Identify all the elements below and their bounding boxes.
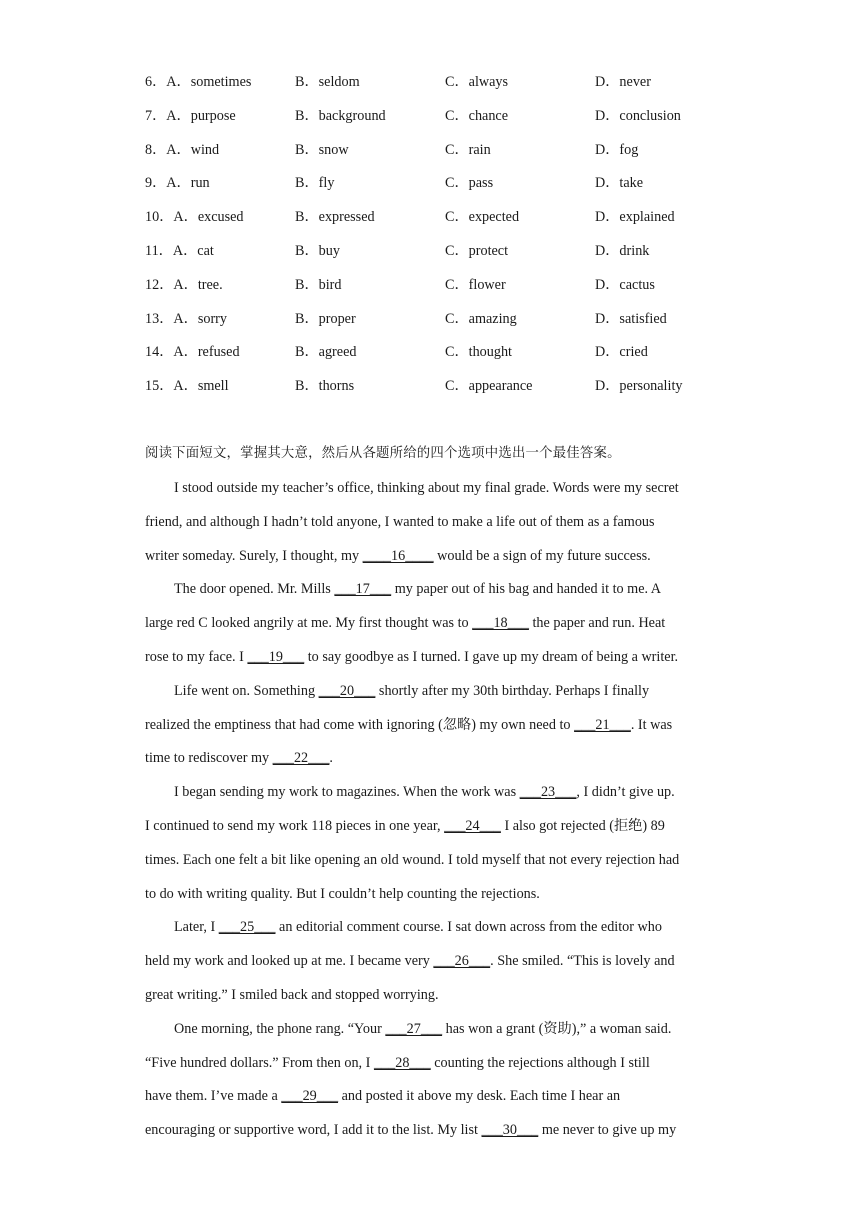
option-c: C．expected [445,209,520,226]
option-c: C．flower [445,276,506,293]
passage-text: my paper out of his bag and handed it to me. A [391,581,662,598]
option-a [145,66,295,100]
passage-text: realized the emptiness that had come with ignoring (忽略) my own need to [145,716,575,733]
question-number: 11． [145,242,173,259]
passage-text: shortly after my 30th birthday. Perhaps I finally [375,682,650,699]
option-row [145,303,745,337]
passage-text: great writing.” I smiled back and stopped worrying. [145,986,439,1003]
passage-text: have them. I’ve made a [145,1088,282,1105]
option-d: D．conclusion [595,107,681,124]
option-a-text: A．excused [173,209,244,226]
question-number: 10． [145,209,174,226]
passage-text: Life went on. Something [174,682,319,699]
answer-blank: ___20___ [318,682,376,699]
option-b: B．thorns [295,378,355,395]
option-c: C．chance [445,107,509,124]
option-a [145,235,295,269]
passage-text: to say goodbye as I turned. I gave up my dream of being a writer. [304,648,679,665]
passage-text: Later, I [174,919,219,936]
passage-text: encouraging or supportive word, I add it to the list. My list [145,1122,482,1139]
section-instruction: 阅读下面短文，掌握其大意，然后从各题所给的四个选项中选出一个最佳答案。 [145,446,621,461]
answer-blank: ___18___ [472,615,529,632]
answer-blank: ___21___ [574,716,631,733]
option-a-text: A．smell [173,378,229,395]
passage-text: . She smiled. “This is lovely and [490,953,675,970]
passage-text: has won a grant (资助),” a woman said. [442,1020,672,1037]
passage-text: time to rediscover my [145,750,273,767]
passage-text: I continued to send my work 118 pieces in one year, [145,817,445,834]
option-row [145,100,745,134]
option-c: C．rain [445,141,491,158]
answer-blank: ___29___ [281,1088,339,1105]
passage-line [145,1047,720,1081]
passage-text: the paper and run. Heat [528,615,666,632]
answer-blank: ___30___ [481,1122,539,1139]
option-d: D．take [595,175,644,192]
option-a-text: A．purpose [166,107,236,124]
passage-line [145,641,720,675]
option-d: D．never [595,74,651,90]
passage-text: I stood outside my teacher’s office, thinking about my final grade. Words were my secret [174,480,679,496]
option-c: C．pass [445,175,494,192]
passage-text: held my work and looked up at me. I became very [145,953,434,970]
passage-line [145,810,720,844]
option-a [145,134,295,168]
passage-line [145,607,720,641]
question-number: 6． [145,74,167,90]
option-c: C．thought [445,344,513,361]
question-number: 12． [145,276,174,293]
option-d: D．drink [595,242,650,259]
option-b: B．background [295,107,386,124]
passage-line [145,1114,720,1148]
option-d: D．explained [595,209,675,226]
passage-line [145,1080,720,1114]
option-c: C．appearance [445,378,533,395]
passage-text: large red C looked angrily at me. My first thought was to [145,615,473,632]
passage-text: . It was [630,716,673,733]
answer-options [145,66,745,404]
option-a-text: A．run [166,175,210,192]
answer-blank: ___22___ [272,750,330,767]
option-d: D．cried [595,344,648,361]
passage-line [145,506,720,540]
passage-text: writer someday. Surely, I thought, my [145,547,363,564]
passage-text: me never to give up my [538,1122,677,1139]
passage-text: The door opened. Mr. Mills [174,581,335,598]
option-a [145,303,295,337]
passage-text: . [329,750,333,767]
answer-blank: ____16____ [362,547,434,564]
question-number: 14． [145,344,174,361]
answer-blank: ___25___ [218,919,276,936]
question-number: 9． [145,175,167,192]
option-a-text: A．wind [166,141,220,158]
option-b: B．buy [295,242,340,259]
option-a-text: A．sorry [173,310,227,327]
passage-line [145,776,720,810]
passage-line [145,472,720,506]
answer-blank: ___28___ [373,1054,431,1071]
option-row [145,336,745,370]
option-row [145,201,745,235]
option-b: B．proper [295,310,356,327]
passage-line [145,573,720,607]
option-b: B．fly [295,175,335,192]
option-row [145,269,745,303]
passage-line [145,911,720,945]
cloze-passage [145,472,720,1148]
option-a [145,167,295,201]
passage-line [145,709,720,743]
answer-blank: ___24___ [444,817,501,834]
passage-line [145,979,720,1013]
passage-text: would be a sign of my future success. [433,547,651,564]
answer-blank: ___19___ [247,648,305,665]
option-a-text: A．tree. [173,276,223,293]
option-d: D．fog [595,141,639,158]
option-a [145,370,295,404]
option-a [145,269,295,303]
passage-line [145,540,720,574]
option-row [145,134,745,168]
passage-text: times. Each one felt a bit like opening an old wound. I told myself that not every rejection had [145,851,680,868]
passage-text: an editorial comment course. I sat down across from the editor who [275,919,662,936]
option-row [145,235,745,269]
option-a-text: A．cat [172,242,214,259]
option-c: C．amazing [445,310,517,327]
option-d: D．satisfied [595,310,667,327]
passage-text: and posted it above my desk. Each time I hear an [338,1088,621,1105]
passage-line [145,742,720,776]
option-b: B．seldom [295,74,360,90]
passage-text: to do with writing quality. But I couldn’t help counting the rejections. [145,885,540,902]
answer-blank: ___27___ [385,1020,443,1037]
passage-line [145,675,720,709]
passage-text: I began sending my work to magazines. When the work was [174,784,520,801]
answer-blank: ___17___ [334,581,392,598]
passage-text: One morning, the phone rang. “Your [174,1020,386,1037]
question-number: 13． [145,310,174,327]
answer-blank: ___23___ [519,784,577,801]
option-c: C．protect [445,242,509,259]
option-b: B．agreed [295,344,357,361]
passage-text: I also got rejected (拒绝) 89 [500,817,665,834]
passage-line [145,844,720,878]
question-number: 7． [145,107,167,124]
option-a [145,336,295,370]
option-c: C．always [445,74,509,90]
option-d: D．cactus [595,276,655,293]
question-number: 8． [145,141,167,158]
passage-line [145,878,720,912]
passage-line [145,945,720,979]
option-d: D．personality [595,378,683,395]
option-a-text: A．refused [173,344,240,361]
answer-blank: ___26___ [433,953,491,970]
passage-text: rose to my face. I [145,648,248,665]
passage-text: friend, and although I hadn’t told anyone, I wanted to make a life out of them as a famous [145,513,655,530]
option-row [145,167,745,201]
passage-line [145,1013,720,1047]
passage-text: , I didn’t give up. [576,784,675,801]
option-b: B．bird [295,276,342,293]
option-a [145,201,295,235]
question-number: 15． [145,378,174,395]
option-row [145,370,745,404]
option-b: B．expressed [295,209,375,226]
option-row [145,66,745,100]
option-a [145,100,295,134]
passage-text: counting the rejections although I still [430,1054,650,1071]
option-a-text: A．sometimes [166,74,252,90]
option-b: B．snow [295,141,349,158]
passage-text: “Five hundred dollars.” From then on, I [145,1054,374,1071]
